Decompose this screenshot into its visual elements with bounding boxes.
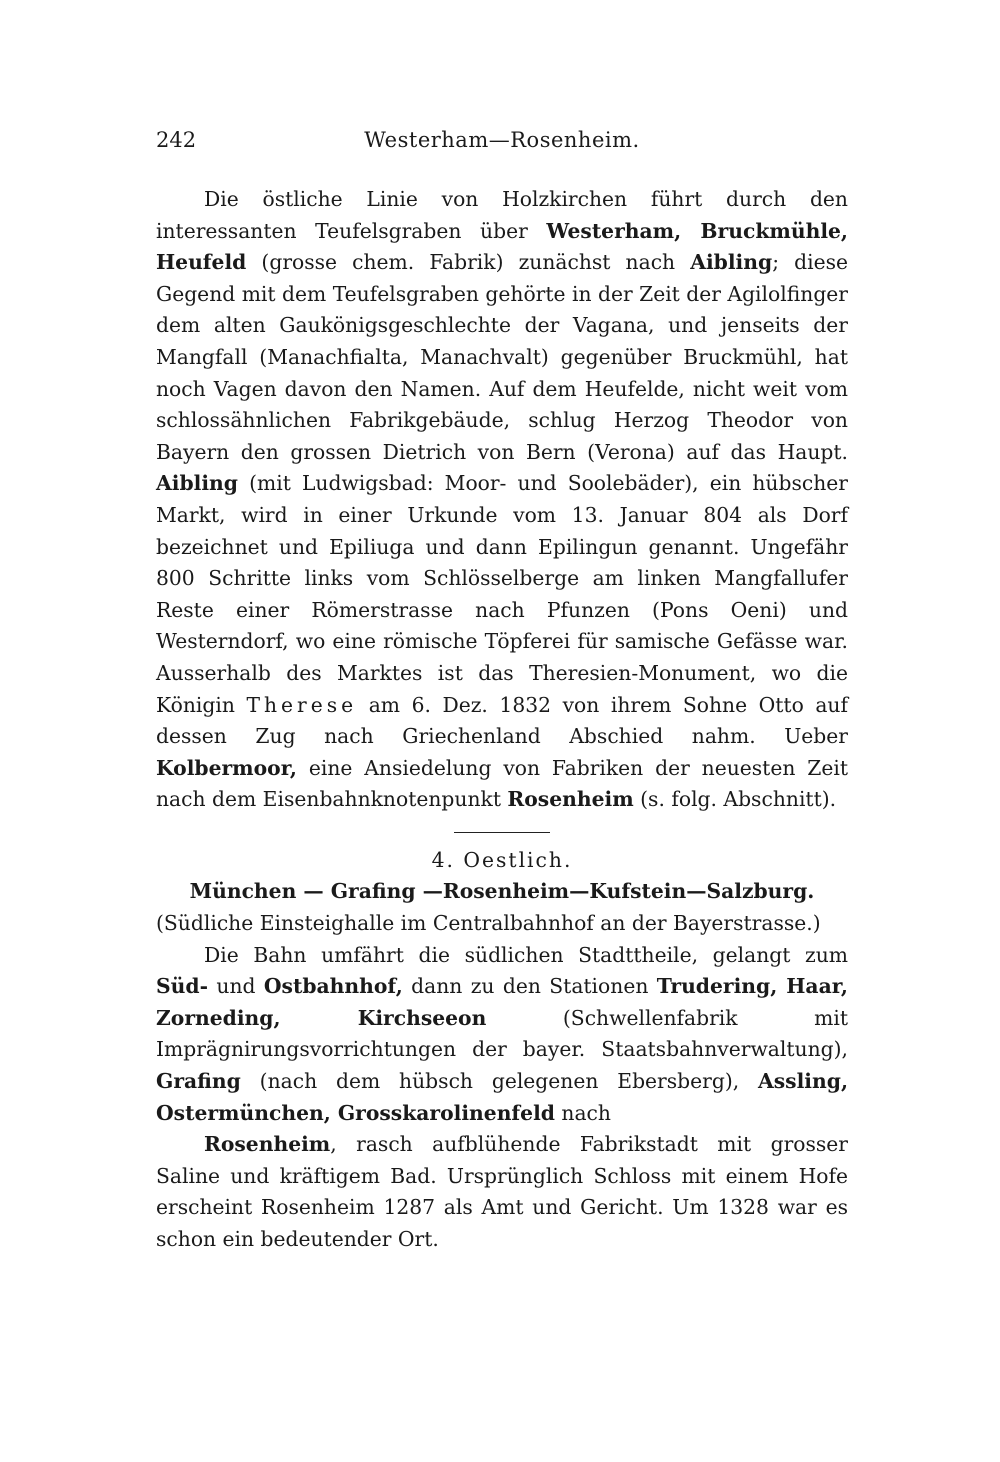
station-names-trudering-kirchseeon: Trudering, Haar, Zorneding, Kirchseeon <box>156 974 848 1030</box>
text-run: (s. folg. Abschnitt). <box>633 787 837 812</box>
text-run: Die Bahn umfährt die südlichen Stadttheile, gelangt zum <box>204 942 848 967</box>
text-run: (Schwellenfabrik mit Imprägnirungsvorrichtungen der bayer. Staatsbahnverwaltung), <box>156 1005 848 1062</box>
place-names-westerham-bruckmuehle-heufeld: Westerham, Bruckmühle, Heufeld <box>156 218 848 275</box>
paragraph-westerham-aibling <box>156 184 848 816</box>
text-run: (nach dem hübsch gelegenen Ebersberg), <box>240 1069 759 1094</box>
text-run: , rasch aufblühende Fabrikstadt mit grosser Saline und kräftigem Bad. Ursprünglich Schloss mit einem Hofe erscheint Rosenheim 1287 als Amt und Gericht. Um 1328 war es schon ein bedeutender Ort. <box>156 1132 848 1251</box>
route-note: (Südliche Einsteighalle im Centralbahnhof an der Bayerstrasse.) <box>156 911 821 936</box>
running-title: Westerham—Rosenheim. <box>364 128 640 152</box>
section-heading: 4. Oestlich. <box>431 847 573 872</box>
text-run: am 6. Dez. 1832 von ihrem Sohne Otto auf dessen Zug nach Griechenland Abschied nahm. Ueber <box>156 692 848 749</box>
page-header <box>156 128 848 162</box>
place-name-aibling: Aibling <box>156 471 238 496</box>
page-body <box>156 184 848 1256</box>
section-divider <box>454 832 550 833</box>
place-name-rosenheim: Rosenheim <box>507 787 634 812</box>
route-title: München — Grafing —Rosenheim—Kufstein—Salzburg. <box>189 879 815 904</box>
text-run: nach <box>554 1100 611 1125</box>
text-run: (mit Ludwigsbad: Moor- und Soolebäder), ein hübscher Markt, wird in einer Urkunde vom 13. Januar 804 als Dorf bezeichnet und Epiliuga und dann Epilingun genannt. Ungefähr 800 Schritte links vom Schlösselberge am linken Mangfallufer Reste einer Römerstrasse nach Pfunzen (Pons Oeni) und Westerndorf, wo eine römische Töpferei für samische Gefässe war. Ausserhalb des Marktes ist das Theresien-Monument, wo die Königin <box>156 471 848 717</box>
station-name-ostbahnhof: Ostbahnhof, <box>263 974 403 999</box>
station-name-sued: Süd- <box>156 974 208 999</box>
spaced-name-therese: Therese <box>246 692 358 717</box>
place-name-rosenheim: Rosenheim <box>204 1132 331 1157</box>
text-run: Die östliche Linie von Holzkirchen führt durch den interessanten Teufelsgraben über <box>156 187 848 243</box>
text-run: und <box>208 974 264 999</box>
page-number: 242 <box>156 128 197 152</box>
station-name-grafing: Grafing <box>156 1069 241 1094</box>
text-run: eine Ansiedelung von Fabriken der neuesten Zeit nach dem Eisenbahnknotenpunkt <box>156 755 848 812</box>
text-run: dann zu den Stationen <box>402 974 657 999</box>
place-name-kolbermoor: Kolbermoor, <box>156 755 297 780</box>
station-names-assling-grosskarolinenfeld: Assling, Ostermünchen, Grosskarolinenfeld <box>156 1069 848 1125</box>
text-run: (grosse chem. Fabrik) zunächst nach <box>246 250 691 275</box>
paragraph-route-description <box>156 940 848 1130</box>
place-name-aibling: Aibling <box>690 250 773 275</box>
paragraph-rosenheim <box>156 1129 848 1255</box>
text-run: ; diese Gegend mit dem Teufelsgraben gehörte in der Zeit der Agilolfinger dem alten Gaukönigsgeschlechte der Vagana, und jenseits der Mangfall (Manachfialta, Manachvalt) gegenüber Bruckmühl, hat noch Vagen davon den Namen. Auf dem Heufelde, nicht weit vom schlossähnlichen Fabrikgebäude, schlug Herzog Theodor von Bayern den grossen Dietrich von Bern (Verona) auf das Haupt. <box>156 250 848 464</box>
